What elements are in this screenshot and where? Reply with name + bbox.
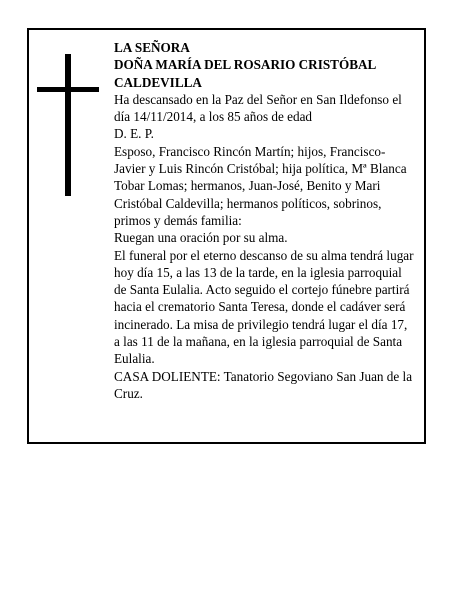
cross-horizontal-bar [37, 87, 99, 92]
mourning-house: CASA DOLIENTE: Tanatorio Segoviano San Juan de la Cruz. [114, 368, 413, 401]
obituary-text [114, 39, 416, 402]
latin-cross-icon [37, 54, 99, 196]
death-announcement: Ha descansado en la Paz del Señor en San Ildefonso el día 14/11/2014, a los 85 años de edad [114, 91, 402, 125]
funeral-details: El funeral por el eterno descanso de su alma tendrá lugar hoy día 15, a las 13 de la tarde, en la iglesia parroquial de Santa Eulalia. Acto seguido el cortejo fúnebre partirá hacia el crematorio Santa Teresa, donde el cadáver será incinerado. La misa de privilegio tendrá lugar el día 17, a las 11 de la mañana, en la iglesia parroquial de Santa Eulalia. [114, 247, 414, 367]
family-list: Esposo, Francisco Rincón Martín; hijos, Francisco-Javier y Luis Rincón Cristóbal; hija política, Mª Blanca Tobar Lomas; hermanos, Juan-José, Benito y Mari Cristóbal Caldevilla; hermanos políticos, sobrinos, primos y demás familia: [114, 143, 407, 228]
heading-line-1: LA SEÑORA [114, 40, 190, 55]
cross-vertical-bar [65, 54, 71, 196]
deceased-name: DOÑA MARÍA DEL ROSARIO CRISTÓBAL CALDEVILLA [114, 57, 376, 90]
dep-abbreviation: D. E. P. [114, 126, 154, 142]
prayer-request: Ruegan una oración por su alma. [114, 230, 288, 246]
